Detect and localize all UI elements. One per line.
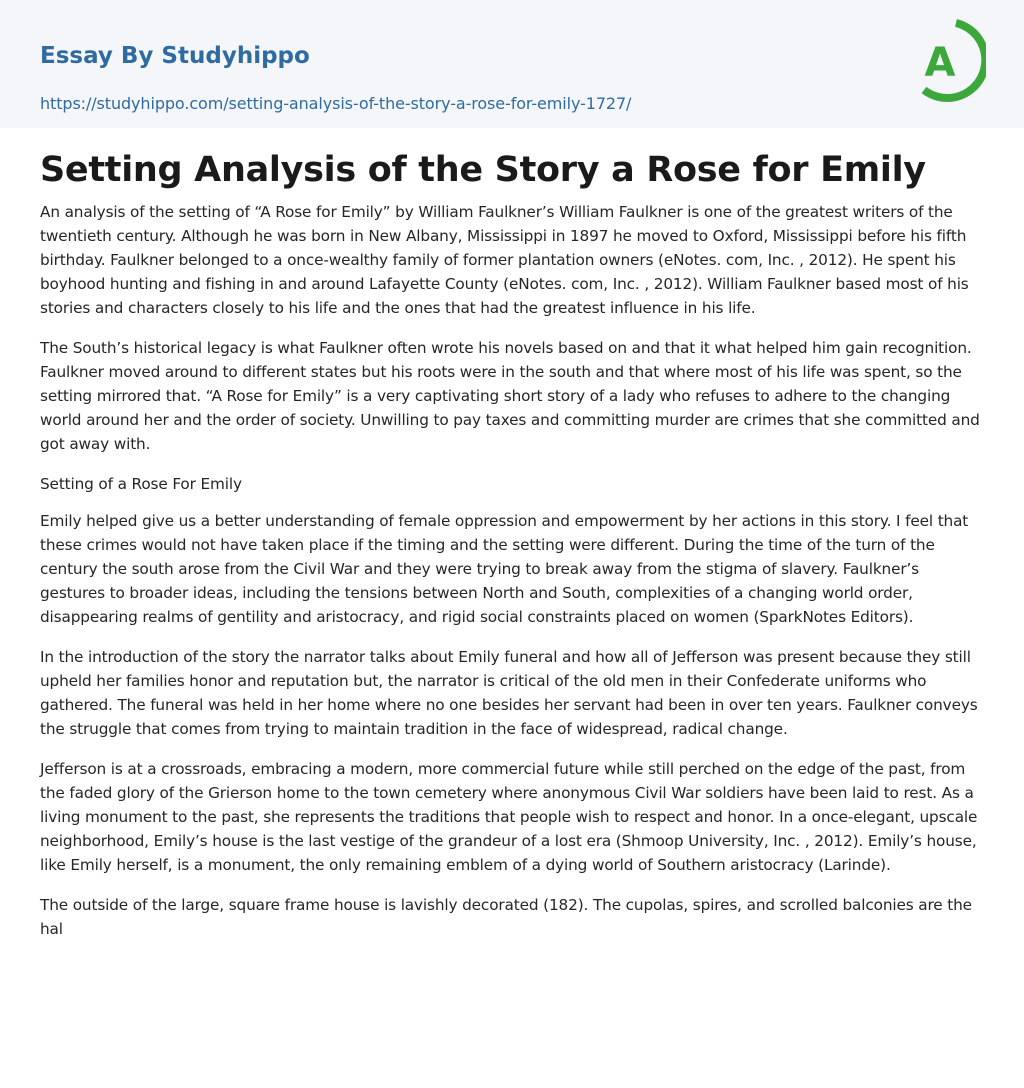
article-paragraph: The outside of the large, square frame house is lavishly decorated (182). The cupolas, spires, and scrolled balconies are the hal [40,896,972,938]
article-title: Setting Analysis of the Story a Rose for Emily [40,150,926,190]
article [0,128,1024,941]
article-paragraph: Emily helped give us a better understanding of female oppression and empowerment by her actions in this story. I feel that these crimes would not have taken place if the timing and the setting were different. During the time of the turn of the century the south arose from the Civil War and they were trying to break away from the stigma of slavery. Faulkner’s gestures to broader ideas, including the tensions between North and South, complexities of a changing world order, disappearing realms of gentility and aristocracy, and rigid social constraints placed on women (SparkNotes Editors). [40,512,969,626]
logo-letter: A [924,40,956,86]
section-heading: Setting of a Rose For Emily [40,475,242,493]
source-url-link[interactable]: https://studyhippo.com/setting-analysis-of-the-story-a-rose-for-emily-1727/ [40,94,632,113]
article-paragraph: Jefferson is at a crossroads, embracing a modern, more commercial future while still perched on the edge of the past, from the faded glory of the Grierson home to the town cemetery where anonymous Civil War soldiers have been laid to rest. As a living monument to the past, she represents the traditions that people wish to respect and honor. In a once-elegant, upscale neighborhood, Emily’s house is the last vestige of the grandeur of a lost era (Shmoop University, Inc. , 2012). Emily’s house, like Emily herself, is a monument, the only remaining emblem of a dying world of Southern aristocracy (Larinde). [40,760,978,874]
brand-name[interactable]: Essay By Studyhippo [40,43,310,69]
article-paragraph: In the introduction of the story the narrator talks about Emily funeral and how all of Jefferson was present because they still upheld her families honor and reputation but, the narrator is critical of the old men in their Confederate uniforms who gathered. The funeral was held in her home where no one besides her servant had been in over ten years. Faulkner conveys the struggle that comes from trying to maintain tradition in the face of widespread, radical change. [40,648,978,738]
site-header [0,0,1024,128]
article-paragraph: An analysis of the setting of “A Rose for Emily” by William Faulkner’s William Faulkner is one of the greatest writers of the twentieth century. Although he was born in New Albany, Mississippi in 1897 he moved to Oxford, Mississippi before his fifth birthday. Faulkner belonged to a once-wealthy family of former plantation owners (eNotes. com, Inc. , 2012). He spent his boyhood hunting and fishing in and around Lafayette County (eNotes. com, Inc. , 2012). William Faulkner based most of his stories and characters closely to his life and the ones that had the greatest influence in his life. [40,203,969,317]
studyhippo-logo-icon[interactable] [914,18,986,106]
article-paragraph: The South’s historical legacy is what Faulkner often wrote his novels based on and that it what helped him gain recognition. Faulkner moved around to different states but his roots were in the south and that where most of his life was spent, so the setting mirrored that. “A Rose for Emily” is a very captivating short story of a lady who refuses to adhere to the changing world around her and the order of society. Unwilling to pay taxes and committing murder are crimes that she committed and got away with. [40,339,980,453]
